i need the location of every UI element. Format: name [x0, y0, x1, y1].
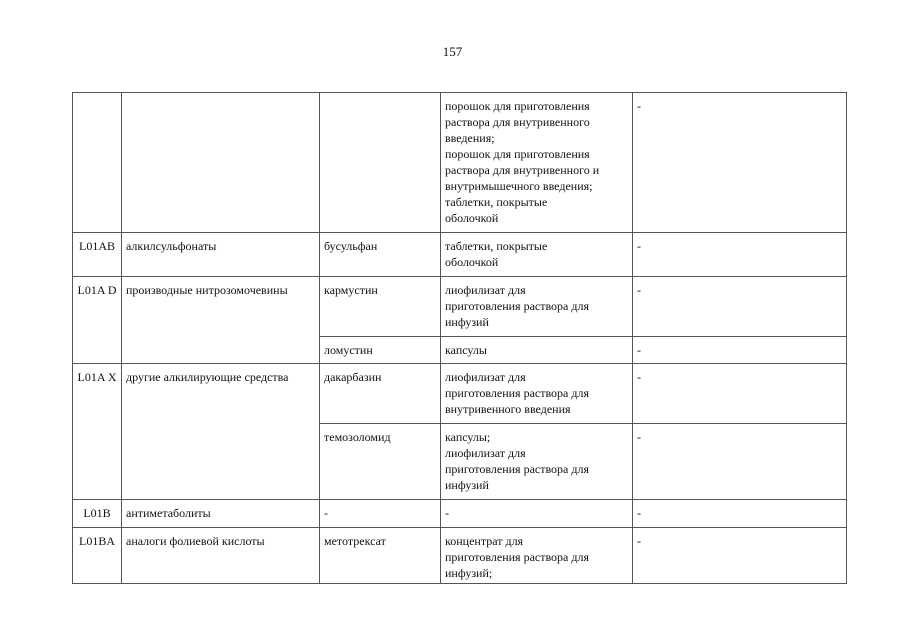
drug-name-cell: темозоломид	[320, 424, 441, 500]
dosage-forms-cell	[441, 500, 633, 528]
atc-code-cell: L01AB	[73, 233, 122, 277]
atc-code-cell: L01BA	[73, 528, 122, 584]
atc-code-cell	[73, 93, 122, 233]
dosage-form-line: приготовления раствора для	[445, 462, 589, 476]
dosage-form-line: капсулы	[445, 343, 487, 357]
dosage-form-line: оболочкой	[445, 211, 499, 225]
dosage-form-line: таблетки, покрытые	[445, 195, 548, 209]
dosage-form-line: капсулы;	[445, 430, 491, 444]
dosage-form-line: порошок для приготовления	[445, 99, 590, 113]
dosage-forms-cell	[441, 364, 633, 424]
dosage-form-line: инфузий	[445, 478, 489, 492]
table-row	[73, 93, 847, 233]
drug-name-cell: бусульфан	[320, 233, 441, 277]
dosage-forms-cell	[441, 93, 633, 233]
drug-table	[72, 92, 847, 584]
dosage-form-line: приготовления раствора для	[445, 550, 589, 564]
dosage-form-line: порошок для приготовления	[445, 147, 590, 161]
group-cell: другие алкилирующие средства	[122, 364, 320, 500]
note-cell: -	[633, 233, 847, 277]
table-row	[73, 233, 847, 277]
group-cell: производные нитрозомочевины	[122, 277, 320, 364]
dosage-form-line: инфузий	[445, 315, 489, 329]
note-cell: -	[633, 528, 847, 584]
table-row	[73, 364, 847, 424]
drug-name-cell: метотрексат	[320, 528, 441, 584]
dosage-form-line: раствора для внутривенного	[445, 115, 590, 129]
drug-name-cell	[320, 93, 441, 233]
drug-name-cell: дакарбазин	[320, 364, 441, 424]
dosage-form-line: концентрат для	[445, 534, 524, 548]
dosage-form-line: внутримышечного введения;	[445, 179, 593, 193]
drug-name-cell: ломустин	[320, 337, 441, 364]
note-cell: -	[633, 500, 847, 528]
dosage-form-line: оболочкой	[445, 255, 499, 269]
dosage-form-line: внутривенного введения	[445, 402, 571, 416]
dosage-form-line: приготовления раствора для	[445, 386, 589, 400]
note-cell: -	[633, 364, 847, 424]
note-cell: -	[633, 424, 847, 500]
dosage-forms-cell	[441, 528, 633, 584]
dosage-form-line: раствора для внутривенного и	[445, 163, 600, 177]
page-number: 157	[442, 44, 463, 59]
dosage-form-line: лиофилизат для	[445, 446, 526, 460]
group-cell	[122, 93, 320, 233]
dosage-form-line: -	[445, 506, 449, 520]
group-cell: антиметаболиты	[122, 500, 320, 528]
dosage-forms-cell	[441, 233, 633, 277]
dosage-form-line: инфузий;	[445, 566, 493, 580]
group-cell: аналоги фолиевой кислоты	[122, 528, 320, 584]
table-row	[73, 500, 847, 528]
dosage-form-line: таблетки, покрытые	[445, 239, 548, 253]
dosage-form-line: лиофилизат для	[445, 370, 526, 384]
dosage-form-line: лиофилизат для	[445, 283, 526, 297]
note-cell: -	[633, 277, 847, 337]
dosage-forms-cell	[441, 424, 633, 500]
table-row	[73, 528, 847, 584]
dosage-forms-cell	[441, 337, 633, 364]
dosage-form-line: введения;	[445, 131, 495, 145]
drug-name-cell: кармустин	[320, 277, 441, 337]
dosage-forms-cell	[441, 277, 633, 337]
note-cell: -	[633, 93, 847, 233]
dosage-form-line: приготовления раствора для	[445, 299, 589, 313]
drug-name-cell: -	[320, 500, 441, 528]
atc-code-cell: L01A X	[73, 364, 122, 500]
group-cell: алкилсульфонаты	[122, 233, 320, 277]
atc-code-cell: L01A D	[73, 277, 122, 364]
table-row	[73, 277, 847, 337]
atc-code-cell: L01B	[73, 500, 122, 528]
note-cell: -	[633, 337, 847, 364]
